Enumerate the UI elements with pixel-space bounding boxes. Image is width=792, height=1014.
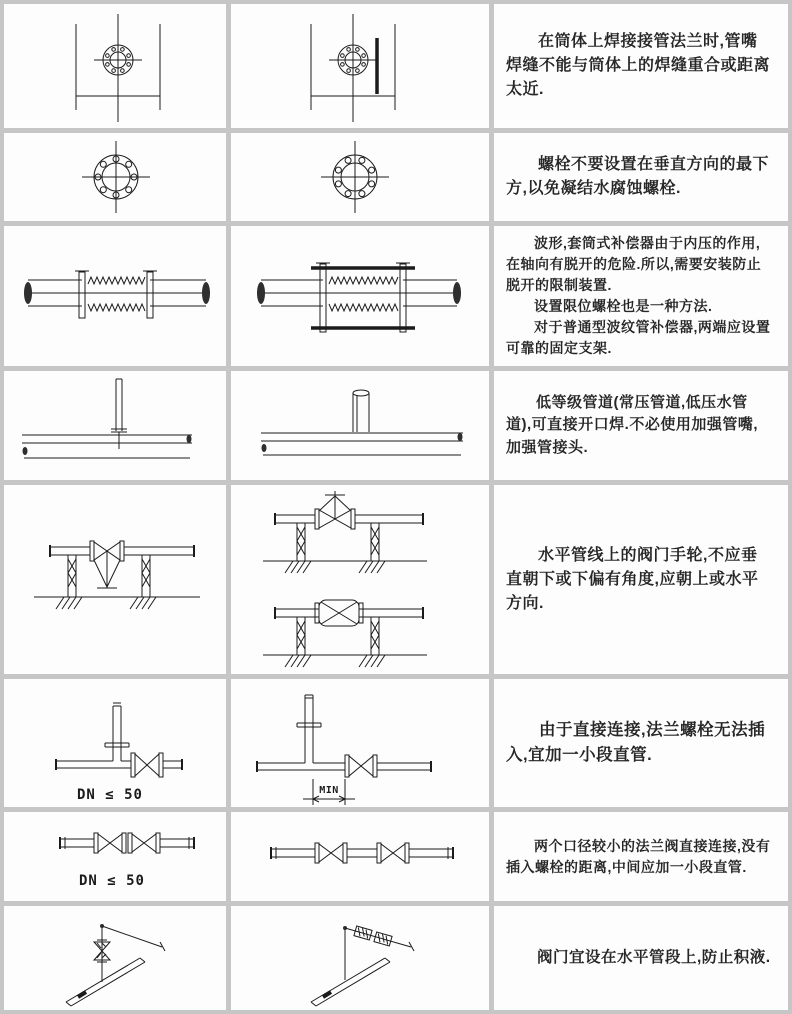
- note-paragraph: 在筒体上焊接接管法兰时,管嘴焊缝不能与筒体上的焊缝重合或距离太近.: [506, 33, 771, 98]
- row6-good-example-drawing: [231, 679, 489, 807]
- min-dimension-label: MIN: [319, 785, 339, 796]
- row8-bad-example-drawing: [4, 906, 226, 1010]
- spool-between-tee-and-valve-drawing: [231, 679, 489, 807]
- row4-good-example-drawing: [231, 371, 489, 480]
- note-paragraph: 水平管线上的阀门手轮,不应垂直朝下或下偏有角度,应朝上或水平方向.: [506, 546, 759, 612]
- nozzle-flange-on-shell-weld-drawing: [4, 4, 226, 128]
- note-paragraph: 设置限位螺栓也是一种方法.: [534, 298, 713, 314]
- row8-good-example-drawing: [231, 906, 489, 1010]
- note-paragraph: 螺栓不要设置在垂直方向的最下方,以免凝结水腐蚀螺栓.: [506, 156, 770, 197]
- row8-note: [494, 906, 788, 1010]
- valve-on-horizontal-segment-drawing: [231, 906, 489, 1010]
- row4-note: [494, 371, 788, 480]
- note-paragraph: 对于普通型波纹管补偿器,两端应设置可靠的固定支架.: [506, 319, 771, 356]
- row6-bad-example-drawing: [4, 679, 226, 807]
- bellows-compensator-unrestrained-drawing: [4, 226, 226, 366]
- row1-good-example-drawing: [231, 4, 489, 128]
- row1-bad-example-drawing: [4, 4, 226, 128]
- row2-bad-example-drawing: [4, 133, 226, 221]
- dn-label: DN ≤ 50: [78, 873, 146, 889]
- dn-label: DN ≤ 50: [76, 787, 144, 803]
- reinforced-nozzle-tee-drawing: [4, 371, 226, 480]
- note-paragraph: 由于直接连接,法兰螺栓无法插入,宜加一小段直管.: [506, 721, 766, 764]
- row1-note: [494, 4, 788, 128]
- row2-good-example-drawing: [231, 133, 489, 221]
- flange-bolt-at-bottom-drawing: [4, 133, 226, 221]
- valve-on-vertical-segment-drawing: [4, 906, 226, 1010]
- row5-note: [494, 485, 788, 674]
- note-paragraph: 阀门宜设在水平管段上,防止积液.: [537, 949, 771, 967]
- valve-directly-at-tee-drawing: [4, 679, 226, 807]
- row4-bad-example-drawing: [4, 371, 226, 480]
- row7-good-example-drawing: [231, 812, 489, 901]
- flange-bolts-straddle-bottom-drawing: [231, 133, 489, 221]
- bellows-compensator-with-limit-rods-drawing: [231, 226, 489, 366]
- nozzle-flange-offset-from-shell-weld-drawing: [231, 4, 489, 128]
- note-paragraph: 两个口径较小的法兰阀直接连接,没有插入螺栓的距离,中间应加一小段直管.: [506, 837, 771, 875]
- two-valves-directly-connected-drawing: [4, 812, 226, 901]
- valve-handwheel-up-and-horizontal-drawing: [231, 485, 489, 674]
- row3-note: [494, 226, 788, 366]
- valve-handwheel-down-drawing: [4, 485, 226, 674]
- row7-note: [494, 812, 788, 901]
- row6-note: [494, 679, 788, 807]
- note-paragraph: 低等级管道(常压管道,低压水管道),可直接开口焊.不必使用加强管嘴,加强管接头.: [506, 393, 758, 456]
- row5-bad-example-drawing: [4, 485, 226, 674]
- spool-between-two-valves-drawing: [231, 812, 489, 901]
- direct-welded-stub-tee-drawing: [231, 371, 489, 480]
- row5-good-example-drawing: [231, 485, 489, 674]
- row3-good-example-drawing: [231, 226, 489, 366]
- row3-bad-example-drawing: [4, 226, 226, 366]
- row2-note: [494, 133, 788, 221]
- row7-bad-example-drawing: [4, 812, 226, 901]
- note-paragraph: 波形,套筒式补偿器由于内压的作用,在轴向有脱开的危险.所以,需要安装防止脱开的限制装置.: [506, 235, 762, 293]
